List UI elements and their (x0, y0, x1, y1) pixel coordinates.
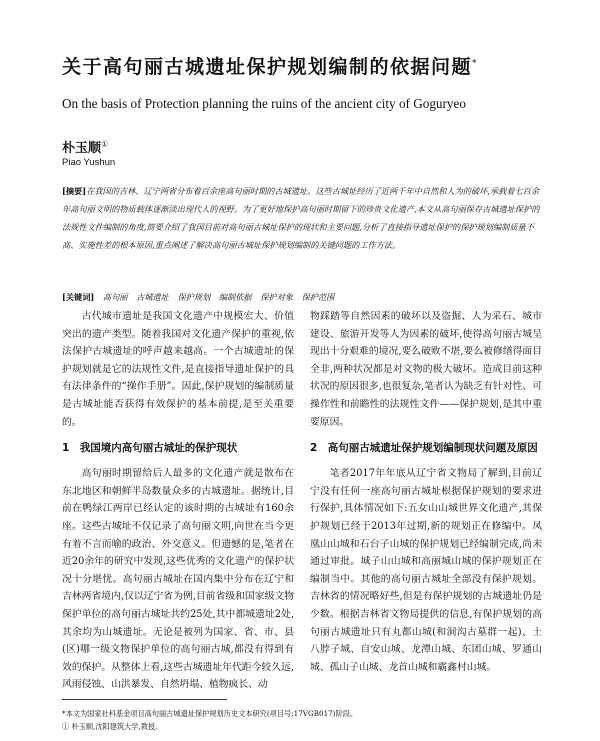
section-1-heading: 1 我国境内高句丽古城址的保护现状 (62, 442, 238, 455)
body-column-right (310, 308, 542, 676)
keyword: 编制依据 (218, 292, 252, 302)
abstract (62, 182, 544, 254)
footnote-funding: *本文为国家社科基金项目高句丽古城遗址保护规划历史文本研究(项目号:17VGB017)阶段。 (62, 709, 358, 718)
author-name-en: Piao Yushun (62, 157, 116, 168)
keywords (62, 290, 544, 304)
author-name (62, 137, 108, 156)
keyword: 保护规划 (177, 292, 211, 302)
keywords-label: [关键词] (62, 292, 95, 302)
title-text: 关于高句丽古城遗址保护规划编制的依据问题 (62, 56, 473, 78)
keyword: 高句丽 (102, 292, 128, 302)
footnote-divider (62, 699, 227, 700)
abstract-label: [摘要] (62, 186, 87, 196)
english-title: On the basis of Protection planning the ruins of the ancient city of Goguryeo (62, 96, 466, 111)
title-footnote-mark: * (472, 58, 479, 69)
intro-paragraph: 古代城市遗址是我国文化遗产中规模宏大、价值突出的遗产类型。随着我国对文化遗产保护的重视,依法保护古城遗址的呼声越来越高。一个古城遗址的保护规划就是它的法规性文件,是直接指导遗址保护的具有法律条件的“操作手册”。因此,保护规划的编制质量是古城址能否获得有效保护的基本前提,是至关重要的。 (62, 311, 294, 428)
keyword: 保护范围 (301, 292, 335, 302)
author-text: 朴玉顺 (62, 141, 102, 156)
keyword: 保护对象 (260, 292, 293, 302)
body-column-left (62, 308, 294, 694)
keyword: 古城遗址 (136, 292, 169, 302)
abstract-text: 在我国的吉林、辽宁两省分布着百余座高句丽时期的古城遗址。这些古城址经历了近两千年中自然和人为的破坏,承载着七百余年高句丽文明的物质载体逐渐淡出现代人的视野。为了更好地保护高句丽时期留下的珍贵文化遗产,本文从高句丽保存古城遗址保护的法规性文件编制的角度,简要介绍了我国目前对高句丽古城址保护的现状和主要问题,分析了直接指导遗址保护的保护规划编制质量不高、实施性差的根本原因,重点阐述了解决高句丽古城址保护规划编制的关键问题的工作方法。 (62, 186, 540, 250)
section-2-heading: 2 高句丽古城遗址保护规划编制现状问题及原因 (310, 442, 538, 455)
section-1-paragraph: 高句丽时期留给后人最多的文化遗产就是散布在东北地区和朝鲜半岛数量众多的古城遗址。据统计,目前在鸭绿江两岸已经认定的该时期的古城址有160余座。这些古城址不仅记录了高句丽文明,向世在当今更有着不言而喻的政治、外交意义。但遗憾的是,笔者在近20余年的研究中发现,这些优秀的文化遗产的保护状况十分堪忧。高句丽古城址在国内集中分布在辽宁和吉林两省境内,仅以辽宁省为例,目前省级和国家级文物保护单位的高句丽古城址共约25处,其中都城遗址2处,其余均为山城遗址。无论是被列为国家、省、市、县(区)哪一级文物保护单位的高句丽古城,都没有得到有效的保护。从整体上看,这些古城遗址年代距今较久远,风雨侵蚀、山洪暴发、自然坍塌、植物疯长、动 (62, 468, 294, 691)
section-2-paragraph: 笔者2017年年底从辽宁省文物局了解到,目前辽宁没有任何一座高句丽古城址根据保护规划的要求进行保护,具体情况如下:五女山山城世界文化遗产,其保护规划已经于2013年过期,新的规划正在修编中。凤凰山山城和石台子山城的保护规划已经编制完成,尚未通过审批。城子山山城和高丽城山城的保护规划正在编制当中。其他的高句丽古城址全部没有保护规划。吉林省的情况略好些,但是有保护规划的古城遗址仍是少数。根据吉林省文物局提供的信息,有保护规划的高句丽古城遗址只有丸都山城(和洞沟古墓群一起)、土八脖子城、自安山城、龙潭山城、东团山城、罗通山城、孤山子山城、龙首山城和霸鑫村山城。 (310, 468, 542, 673)
footnote-author: ① 朴玉顺,沈阳建筑大学,教授。 (62, 722, 163, 731)
author-footnote-mark: ① (101, 139, 109, 149)
continuation-paragraph: 物踩踏等自然因素的破坏以及盗掘、人为采石、城市建设、旅游开发等人为因素的破坏,使得高句丽古城呈现出十分艰难的境况,要么破败不堪,要么被修缮得面目全非,两种状况都是对文物的极大破坏。造成目前这种状况的原因很多,也很复杂,笔者认为缺乏有针对性、可操作性和前瞻性的法规性文件——保护规划,是其中重要原因。 (310, 311, 542, 428)
paper-title (62, 52, 478, 79)
